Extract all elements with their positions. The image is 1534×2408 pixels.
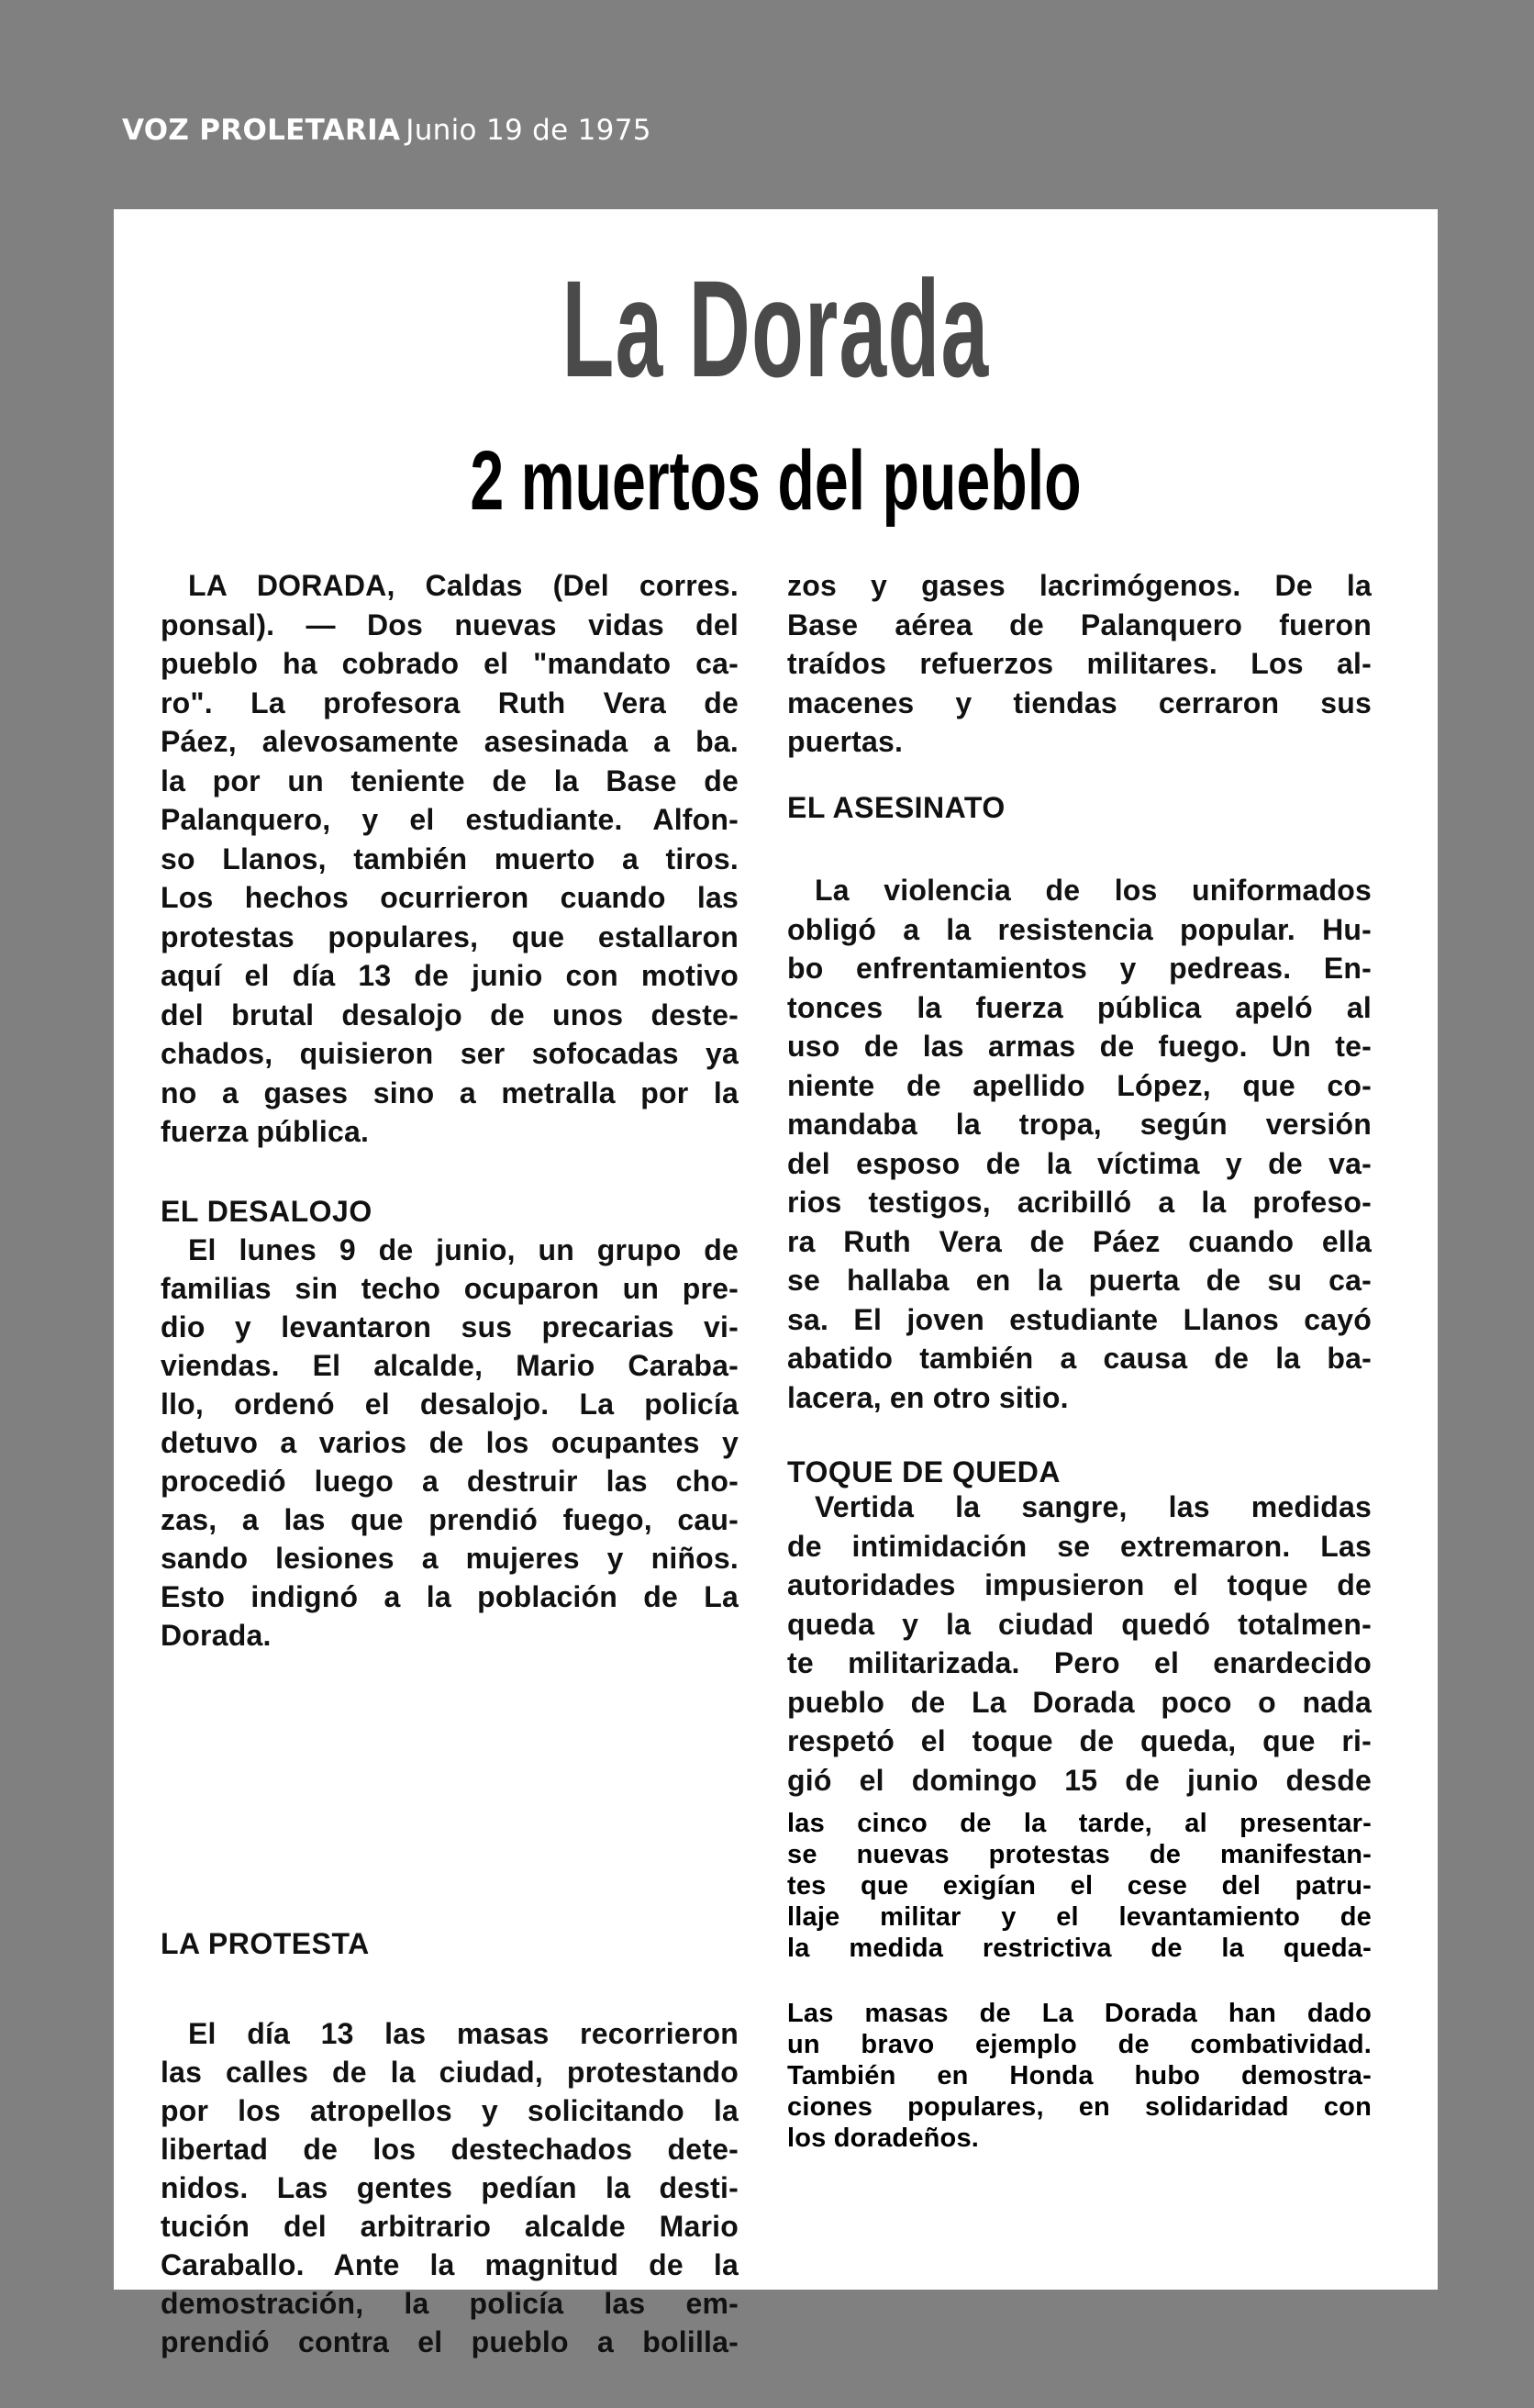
article-text-line: la por un teniente de la Base de [161, 764, 739, 797]
article-text-line: zos y gases lacrimógenos. De la [787, 569, 1372, 602]
article-text-line: llaje militar y el levantamiento de [787, 1902, 1372, 1932]
article-text-line: ciones populares, en solidaridad con [787, 2092, 1372, 2122]
article-text-line: LA DORADA, Caldas (Del corres. [188, 569, 739, 602]
article-text-line: uso de las armas de fuego. Un te- [787, 1030, 1372, 1063]
article-text-line: viendas. El alcalde, Mario Caraba- [161, 1349, 739, 1382]
article-text-line: Las masas de La Dorada han dado [787, 1999, 1372, 2028]
article-text-line: del brutal desalojo de unos deste- [161, 998, 739, 1031]
article-text-line: macenes y tiendas cerraron sus [787, 686, 1372, 719]
article-text-line: La violencia de los uniformados [815, 874, 1372, 907]
article-text-line: protestas populares, que estallaron [161, 920, 739, 953]
article-text-line: queda y la ciudad quedó totalmen- [787, 1607, 1372, 1641]
section-heading: LA PROTESTA [161, 1927, 370, 1960]
article-text-line: procedió luego a destruir las cho- [161, 1465, 739, 1498]
section-heading: EL DESALOJO [161, 1195, 372, 1228]
article-text-line: demostración, la policía las em- [161, 2287, 739, 2320]
article-text-line: las cinco de la tarde, al presentar- [787, 1809, 1372, 1838]
article-text-line: ra Ruth Vera de Páez cuando ella [787, 1224, 1372, 1258]
article-text-line: pueblo de La Dorada poco o nada [787, 1685, 1372, 1719]
article-text-line: Vertida la sangre, las medidas [815, 1490, 1372, 1523]
article-text-line: lacera, en otro sitio. [787, 1380, 1069, 1414]
article-text-line: tonces la fuerza pública apeló al [787, 990, 1372, 1024]
article-text-line: llo, ordenó el desalojo. La policía [161, 1388, 739, 1421]
article-text-line: no a gases sino a metralla por la [161, 1076, 739, 1109]
article-text-line: autoridades impusieron el toque de [787, 1568, 1372, 1601]
section-heading: EL ASESINATO [787, 791, 1006, 824]
article-text-line: respetó el toque de queda, que ri- [787, 1724, 1372, 1757]
masthead [122, 114, 651, 147]
article-text-line: gió el domingo 15 de junio desde [787, 1763, 1372, 1797]
article-text-line: del esposo de la víctima y de va- [787, 1146, 1372, 1180]
article-text-line: obligó a la resistencia popular. Hu- [787, 912, 1372, 946]
article-text-line: El día 13 las masas recorrieron [188, 2017, 739, 2050]
article-text-line: Páez, alevosamente asesinada a ba. [161, 725, 739, 758]
article-text-line: los doradeños. [787, 2124, 980, 2153]
article-text-line: zas, a las que prendió fuego, cau- [161, 1503, 739, 1536]
article-text-line: niente de apellido López, que co- [787, 1068, 1372, 1102]
article-text-line: tes que exigían el cese del patru- [787, 1871, 1372, 1901]
article-title: La Dorada [561, 251, 990, 406]
article-text-line: Esto indignó a la población de La [161, 1580, 739, 1613]
article-text-line: ro". La profesora Ruth Vera de [161, 686, 739, 719]
article-text-line: Base aérea de Palanquero fueron [787, 608, 1372, 641]
article-text-line: sa. El joven estudiante Llanos cayó [787, 1302, 1372, 1336]
article-text-line: prendió contra el pueblo a bolilla- [161, 2325, 739, 2358]
article-text-line: las calles de la ciudad, protestando [161, 2056, 739, 2089]
article-text-line: rios testigos, acribilló a la profeso- [787, 1186, 1372, 1219]
article-text-line: so Llanos, también muerto a tiros. [161, 842, 739, 875]
article-text-line: El lunes 9 de junio, un grupo de [188, 1233, 739, 1266]
article-text-line: dio y levantaron sus precarias vi- [161, 1310, 739, 1343]
article-text-line: bo enfrentamientos y pedreas. En- [787, 952, 1372, 985]
article-text-line: se nuevas protestas de manifestan- [787, 1840, 1372, 1869]
article-text-line: abatido también a causa de la ba- [787, 1342, 1372, 1375]
section-heading: TOQUE DE QUEDA [787, 1455, 1061, 1488]
article-text-line: aquí el día 13 de junio con motivo [161, 959, 739, 992]
article-text-line: puertas. [787, 725, 904, 758]
article-subtitle: 2 muertos del pueblo [470, 434, 1082, 528]
article-text-line: También en Honda hubo demostra- [787, 2061, 1372, 2090]
article-text-line: libertad de los destechados dete- [161, 2133, 739, 2166]
article-text-line: se hallaba en la puerta de su ca- [787, 1264, 1372, 1297]
article-text-line: por los atropellos y solicitando la [161, 2094, 739, 2127]
article-text-line: un bravo ejemplo de combatividad. [787, 2030, 1372, 2059]
article-text-line: fuerza pública. [161, 1115, 370, 1148]
article-text-line: pueblo ha cobrado el "mandato ca- [161, 647, 739, 680]
article-text-line: nidos. Las gentes pedían la desti- [161, 2171, 739, 2204]
article-text-line: la medida restrictiva de la queda- [787, 1934, 1372, 1963]
article-text-line: de intimidación se extremaron. Las [787, 1529, 1372, 1563]
article-text-line: chados, quisieron ser sofocadas ya [161, 1037, 739, 1070]
article-text-line: mandaba la tropa, según versión [787, 1108, 1372, 1141]
article-text-line: detuvo a varios de los ocupantes y [161, 1426, 739, 1459]
article-text-line: tución del arbitrario alcalde Mario [161, 2210, 739, 2243]
publication-name: VOZ PROLETARIA [122, 114, 401, 147]
publication-date: Junio 19 de 1975 [406, 114, 651, 147]
article-text-line: traídos refuerzos militares. Los al- [787, 647, 1372, 680]
article-text-line: sando lesiones a mujeres y niños. [161, 1542, 739, 1575]
article-text-line: Palanquero, y el estudiante. Alfon- [161, 803, 739, 836]
article-text-line: te militarizada. Pero el enardecido [787, 1646, 1372, 1679]
newspaper-clipping [114, 209, 1438, 2358]
article-text-line: Caraballo. Ante la magnitud de la [161, 2248, 739, 2281]
article-text-line: Los hechos ocurrieron cuando las [161, 881, 739, 914]
article-text-line: Dorada. [161, 1619, 272, 1652]
article-text-line: ponsal). — Dos nuevas vidas del [161, 608, 739, 641]
article-text-line: familias sin techo ocuparon un pre- [161, 1272, 739, 1305]
